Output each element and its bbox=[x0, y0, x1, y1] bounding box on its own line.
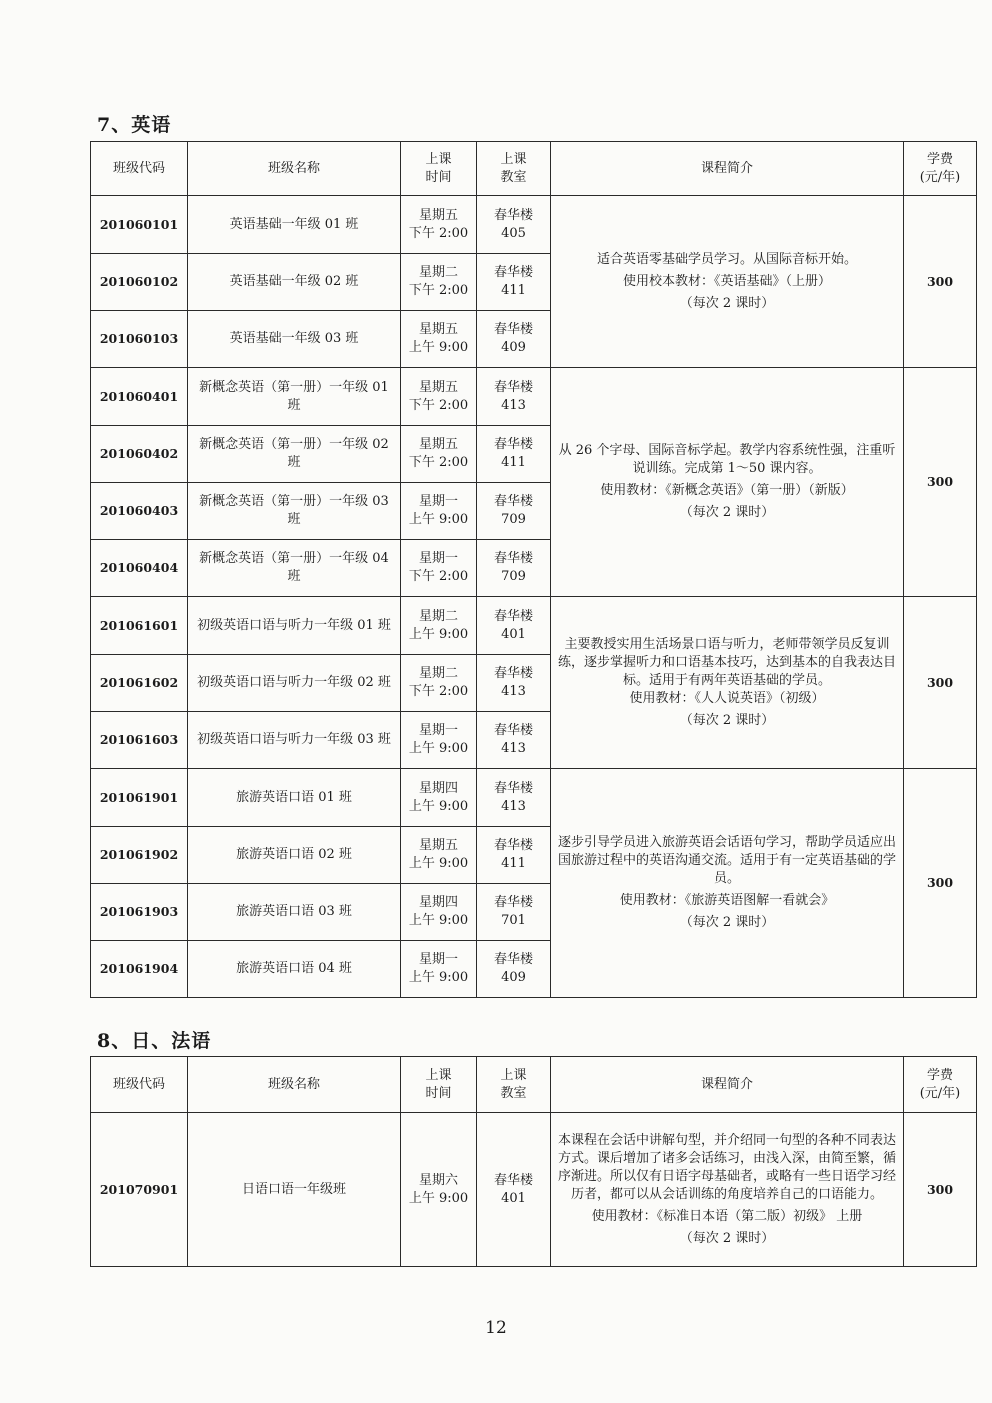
header-class-code: 班级代码 bbox=[91, 142, 188, 196]
class-name: 新概念英语（第一册）一年级 02 班 bbox=[188, 426, 401, 483]
classroom: 春华楼 411 bbox=[477, 254, 551, 311]
class-time: 星期五 下午 2:00 bbox=[401, 196, 477, 254]
header-class-name: 班级名称 bbox=[188, 142, 401, 196]
class-time: 星期一 上午 9:00 bbox=[401, 712, 477, 769]
class-name: 英语基础一年级 03 班 bbox=[188, 311, 401, 368]
table-row bbox=[91, 1113, 977, 1267]
header-course-intro: 课程简介 bbox=[551, 1057, 904, 1113]
class-name: 英语基础一年级 01 班 bbox=[188, 196, 401, 254]
course-intro: 适合英语零基础学员学习。从国际音标开始。 使用校本教材：《英语基础》（上册） （每次 2 课时） bbox=[551, 196, 904, 368]
classroom: 春华楼 405 bbox=[477, 196, 551, 254]
classroom: 春华楼 401 bbox=[477, 1113, 551, 1267]
class-time: 星期五 下午 2:00 bbox=[401, 368, 477, 426]
section-title-japanese-french: 8、日、法语 bbox=[97, 1030, 212, 1052]
class-time: 星期一 下午 2:00 bbox=[401, 540, 477, 597]
class-code: 201060403 bbox=[91, 483, 188, 540]
table-header-row bbox=[91, 142, 977, 196]
class-code: 201070901 bbox=[91, 1113, 188, 1267]
class-code: 201060402 bbox=[91, 426, 188, 483]
class-time: 星期六 上午 9:00 bbox=[401, 1113, 477, 1267]
class-name: 初级英语口语与听力一年级 01 班 bbox=[188, 597, 401, 655]
header-classroom: 上课 教室 bbox=[477, 142, 551, 196]
table-row bbox=[91, 196, 977, 254]
class-name: 英语基础一年级 02 班 bbox=[188, 254, 401, 311]
course-fee: 300 bbox=[904, 368, 977, 597]
classroom: 春华楼 413 bbox=[477, 769, 551, 827]
class-name: 新概念英语（第一册）一年级 04 班 bbox=[188, 540, 401, 597]
header-class-time: 上课 时间 bbox=[401, 1057, 477, 1113]
header-classroom: 上课 教室 bbox=[477, 1057, 551, 1113]
class-code: 201061903 bbox=[91, 884, 188, 941]
header-class-name: 班级名称 bbox=[188, 1057, 401, 1113]
course-intro: 主要教授实用生活场景口语与听力，老师带领学员反复训练，逐步掌握听力和口语基本技巧，达到基本的自我表达目标。适用于有两年英语基础的学员。 使用教材：《人人说英语》（初级） （每次 2 课时） bbox=[551, 597, 904, 769]
course-fee: 300 bbox=[904, 597, 977, 769]
class-code: 201061902 bbox=[91, 827, 188, 884]
class-code: 201061904 bbox=[91, 941, 188, 998]
english-course-table bbox=[90, 141, 977, 998]
class-code: 201060101 bbox=[91, 196, 188, 254]
class-name: 旅游英语口语 04 班 bbox=[188, 941, 401, 998]
table-row bbox=[91, 769, 977, 827]
classroom: 春华楼 709 bbox=[477, 483, 551, 540]
class-name: 旅游英语口语 02 班 bbox=[188, 827, 401, 884]
classroom: 春华楼 413 bbox=[477, 655, 551, 712]
class-time: 星期四 上午 9:00 bbox=[401, 769, 477, 827]
table-row bbox=[91, 597, 977, 655]
class-name: 初级英语口语与听力一年级 03 班 bbox=[188, 712, 401, 769]
japanese-french-course-table bbox=[90, 1056, 977, 1267]
course-fee: 300 bbox=[904, 196, 977, 368]
class-code: 201060401 bbox=[91, 368, 188, 426]
course-intro: 本课程在会话中讲解句型，并介绍同一句型的各种不同表达方式。课后增加了诸多会话练习，由浅入深，由简至繁，循序渐进。所以仅有日语字母基础者，或略有一些日语学习经历者，都可以从会话训练的角度培养自己的口语能力。 使用教材：《标准日本语（第二版）初级》 上册 （每次 2 课时） bbox=[551, 1113, 904, 1267]
classroom: 春华楼 413 bbox=[477, 368, 551, 426]
class-name: 新概念英语（第一册）一年级 03 班 bbox=[188, 483, 401, 540]
table-header-row bbox=[91, 1057, 977, 1113]
classroom: 春华楼 401 bbox=[477, 597, 551, 655]
class-time: 星期五 上午 9:00 bbox=[401, 827, 477, 884]
classroom: 春华楼 701 bbox=[477, 884, 551, 941]
class-time: 星期二 下午 2:00 bbox=[401, 655, 477, 712]
class-time: 星期一 上午 9:00 bbox=[401, 941, 477, 998]
table-row bbox=[91, 368, 977, 426]
classroom: 春华楼 413 bbox=[477, 712, 551, 769]
classroom: 春华楼 709 bbox=[477, 540, 551, 597]
class-code: 201060404 bbox=[91, 540, 188, 597]
classroom: 春华楼 409 bbox=[477, 311, 551, 368]
classroom: 春华楼 411 bbox=[477, 426, 551, 483]
class-name: 新概念英语（第一册）一年级 01 班 bbox=[188, 368, 401, 426]
class-name: 旅游英语口语 03 班 bbox=[188, 884, 401, 941]
class-code: 201061603 bbox=[91, 712, 188, 769]
course-fee: 300 bbox=[904, 769, 977, 998]
header-class-code: 班级代码 bbox=[91, 1057, 188, 1113]
header-fee: 学费 (元/年) bbox=[904, 142, 977, 196]
class-time: 星期五 下午 2:00 bbox=[401, 426, 477, 483]
class-code: 201060102 bbox=[91, 254, 188, 311]
class-time: 星期四 上午 9:00 bbox=[401, 884, 477, 941]
classroom: 春华楼 409 bbox=[477, 941, 551, 998]
header-course-intro: 课程简介 bbox=[551, 142, 904, 196]
class-time: 星期一 上午 9:00 bbox=[401, 483, 477, 540]
class-time: 星期二 上午 9:00 bbox=[401, 597, 477, 655]
class-name: 日语口语一年级班 bbox=[188, 1113, 401, 1267]
class-name: 旅游英语口语 01 班 bbox=[188, 769, 401, 827]
class-code: 201061602 bbox=[91, 655, 188, 712]
classroom: 春华楼 411 bbox=[477, 827, 551, 884]
class-code: 201061901 bbox=[91, 769, 188, 827]
header-class-time: 上课 时间 bbox=[401, 142, 477, 196]
class-code: 201060103 bbox=[91, 311, 188, 368]
page-number: 12 bbox=[485, 1318, 507, 1338]
class-time: 星期二 下午 2:00 bbox=[401, 254, 477, 311]
course-intro: 逐步引导学员进入旅游英语会话语句学习，帮助学员适应出国旅游过程中的英语沟通交流。适用于有一定英语基础的学员。 使用教材：《旅游英语图解一看就会》 （每次 2 课时） bbox=[551, 769, 904, 998]
class-code: 201061601 bbox=[91, 597, 188, 655]
header-fee: 学费 (元/年) bbox=[904, 1057, 977, 1113]
class-time: 星期五 上午 9:00 bbox=[401, 311, 477, 368]
section-title-english: 7、英语 bbox=[97, 114, 172, 136]
course-fee: 300 bbox=[904, 1113, 977, 1267]
class-name: 初级英语口语与听力一年级 02 班 bbox=[188, 655, 401, 712]
course-intro: 从 26 个字母、国际音标学起。教学内容系统性强，注重听说训练。完成第 1～50 课内容。 使用教材：《新概念英语》（第一册）（新版） （每次 2 课时） bbox=[551, 368, 904, 597]
